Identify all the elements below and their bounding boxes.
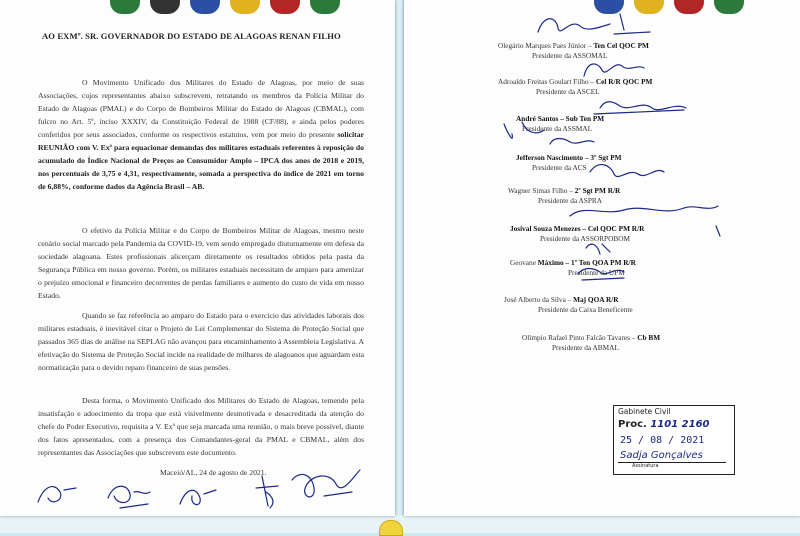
- signatory-name: Wagner Simas Filho –: [508, 186, 575, 195]
- signatory-role: Presidente da ASSORPOBOM: [540, 233, 631, 243]
- stamp-process-label: Proc.: [618, 419, 647, 430]
- signatory-9: [522, 333, 660, 352]
- stamp-received-by: Sadja Gonçalves: [620, 450, 703, 461]
- emblem-icon: [379, 520, 403, 536]
- letter-heading: AO EXMº. SR. GOVERNADOR DO ESTADO DE ALAGOAS RENAN FILHO: [42, 31, 341, 41]
- signatory-rank: Maj QOA R/R: [573, 295, 619, 304]
- signatory-name: Jefferson Nascimento – 3º Sgt PM: [516, 153, 622, 162]
- paragraph-4: [38, 394, 364, 459]
- signatory-role: Presidente da ABMAL: [552, 342, 619, 352]
- paragraph-4-text: Desta forma, o Movimento Unificado dos Militares do Estado de Alagoas, temendo pela insatisfação e adoecimento da tropa que está visivelmente desmotivada e desacreditada da atenção do chefe do Poder Executivo, requisita a V. Exª que seja marcada uma reunião, o mais breve possível, diante dos fatos apresentados, com a presença dos Comandantes-geral da PMAL e CBMAL, além dos representantes das Associações que subscrevem este documento.: [38, 396, 364, 457]
- signatory-role: Presidente da ASSMAL: [522, 123, 593, 133]
- letter-page-right: [404, 0, 800, 516]
- signatory-role: Presidente da ASCEL: [536, 86, 600, 96]
- paragraph-1-bold: solicitar REUNIÃO com V. Exª para equacionar demandas dos militares estaduais referentes à reposição do acumulado do Índice Nacional de Preços ao Consumidor Amplo – IPCA dos anos de 2018 e 2019, nos percentuais de 3,75 e 4,31, respectivamente, somada a perspectiva do índice de 2021 em torno de 6,88%, conforme dados da Agência Brasil – AB.: [38, 130, 364, 191]
- stamp-received-role: Assinatura: [632, 463, 659, 469]
- signatory-name: Geovane: [510, 258, 538, 267]
- paragraph-1-text: O Movimento Unificado dos Militares do Estado de Alagoas, por meio de suas Associações, cujos representantes abaixo subscrevem, retratando os membros da Polícia Militar do Estado de Alagoas (PMAL) e do Corpo de Bombeiros Militar do Estado de Alagoas (CBMAL), com fulcro no Art. 5º, inciso XXXIV, da Constituição Federal de 1988 (CF/88), e ainda pelos poderes conferidos por seus associados, conforme os respectivos estatutos, vem por meio do presente: [38, 78, 364, 139]
- signatory-rank: Ten Cel QOC PM: [593, 41, 649, 50]
- paragraph-3-text: Quando se faz referência ao amparo do Estado para o exercício das atividades laborais dos militares estaduais, é inevitável citar o Projeto de Lei Complementar do Sistema de Proteção Social que passados 365 dias de análise na SEPLAG não avançou para encaminhamento à Assembleia Legislativa. A efetivação do Sistema de Proteção Social incide na realidade de milhares de alagoanos que aguardam esta normatização para o devido reparo financeiro de suas pensões.: [38, 311, 364, 372]
- association-logo-icon: [310, 0, 340, 14]
- signatory-name: Adroaldo Freitas Goulart Filho –: [498, 77, 596, 86]
- protocol-stamp: [613, 405, 735, 475]
- association-logo-icon: [230, 0, 260, 14]
- signatory-rank: Máximo – 1º Ten QOA PM R/R: [537, 258, 636, 267]
- paragraph-2: [38, 224, 364, 302]
- association-logo-icon: [110, 0, 140, 14]
- signatory-rank: Cb BM: [637, 333, 661, 342]
- signatory-name: André Santos – Sub Ten PM: [516, 114, 605, 123]
- paragraph-2-text: O efetivo da Polícia Militar e do Corpo de Bombeiros Militar de Alagoas, mesmo neste cenário social marcado pela Pandemia da COVID-19, vem sendo empregado diuturnamente em defesa da sociedade alagoana. Estes profissionais alicerçam diretamente os resultados obtidos pela pasta da Segurança Pública em nosso governo. Porém, os militares estaduais necessitam de amparo para amenizar o prejuízo emocional e financeiro decorrentes de perdas familiares e aumento do custo de vida em nosso Estado.: [38, 226, 364, 300]
- paragraph-3: [38, 309, 364, 374]
- signatory-role: Presidente da ASPRA: [538, 195, 603, 205]
- association-logo-icon: [150, 0, 180, 14]
- paragraph-1: [38, 76, 364, 193]
- stamp-title: Gabinete Civil: [618, 407, 671, 416]
- stamp-date: 25 / 08 / 2021: [620, 435, 705, 446]
- signatory-rank: 2º Sgt PM R/R: [574, 186, 621, 195]
- signatory-role: Presidente da ASSOMAL: [532, 50, 608, 60]
- signatory-rank: Cel R/R QOC PM: [595, 77, 653, 86]
- association-logo-icon: [190, 0, 220, 14]
- signatures-bottom: [30, 462, 370, 516]
- stamp-process-number: 1101 2160: [650, 419, 710, 430]
- signatory-role: Presidente da UPM: [568, 267, 625, 277]
- signatory-role: Presidente da ACS: [532, 162, 587, 172]
- letter-page-left: [0, 0, 395, 516]
- signatory-name: José Alberto da Silva –: [504, 295, 574, 304]
- header-logos: [110, 0, 340, 16]
- signatory-role: Presidente da Caixa Beneficente: [538, 304, 633, 314]
- signatory-name: Olímpio Rafael Pinto Falcão Tavares –: [522, 333, 638, 342]
- association-logo-icon: [270, 0, 300, 14]
- stamp-process: [618, 419, 710, 430]
- letter-date: Maceió/AL, 24 de agosto de 2021.: [160, 468, 267, 477]
- signatory-signatures: [474, 4, 724, 334]
- signatory-name: Josival Souza Menezes – Cel QOC PM R/R: [510, 224, 645, 233]
- signatory-name: Olegário Marques Paes Júnior –: [498, 41, 594, 50]
